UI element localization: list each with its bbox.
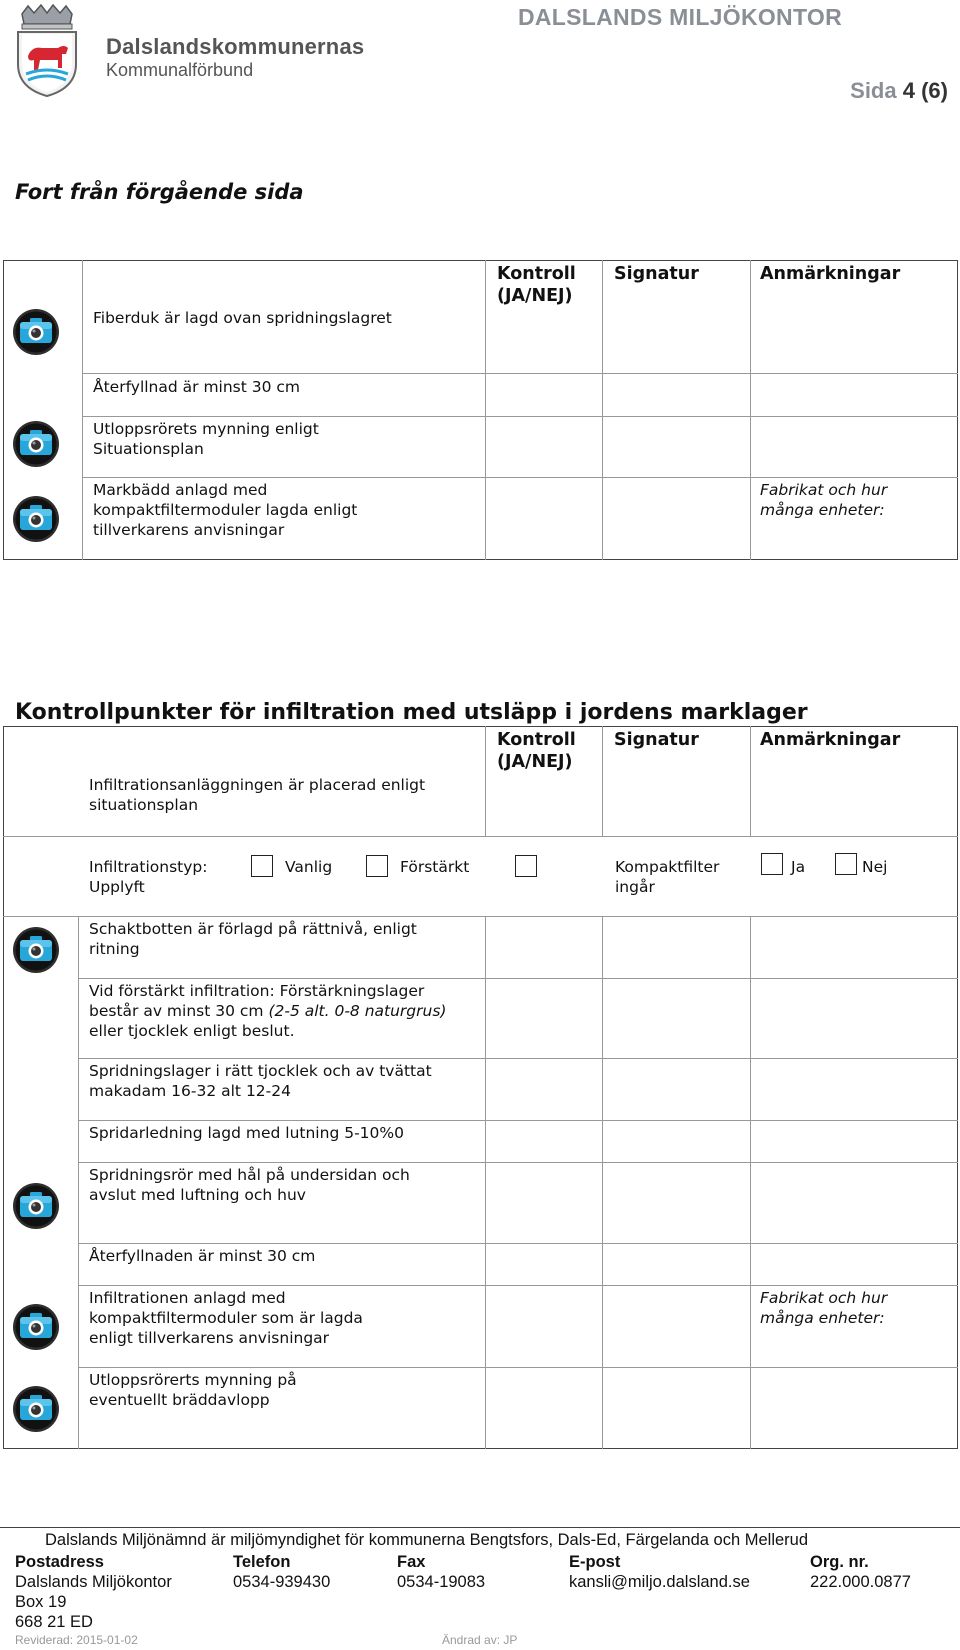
page-number [850,78,948,104]
footer-orgnr-label: Org. nr. [810,1553,869,1571]
org-name: Dalslandskommunernas [106,34,365,59]
org-subtitle: Kommunalförbund [106,60,254,80]
footer-epost[interactable]: kansli@miljo.dalsland.se [569,1573,750,1591]
table2-row: Utloppsrörerts mynning på eventuellt bräddavlopp [89,1371,297,1409]
page-prefix: Sida [850,78,897,103]
page-current: 4 [902,78,915,103]
camera-icon[interactable] [11,494,61,544]
section-title: Kontrollpunkter för infiltration med utsläpp i jordens marklager [15,700,808,725]
table1-header-kontroll: Kontroll (JA/NEJ) [497,264,576,306]
camera-icon[interactable] [11,307,61,357]
option-nej: Nej [862,858,888,876]
table1-header-anmarkningar: Anmärkningar [760,264,901,284]
table1-row: Återfyllnad är minst 30 cm [93,378,301,396]
table2-row: Återfyllnaden är minst 30 cm [89,1247,316,1265]
footer-andrad: Ändrad av: JP [442,1633,518,1647]
table1-row: Utloppsrörets mynning enligt Situationsplan [93,420,319,458]
checkbox-nej[interactable] [835,853,857,875]
footer-telefon: 0534-939430 [233,1573,331,1591]
footer-postadress-2: Box 19 [15,1593,67,1611]
table2-header-signatur: Signatur [614,730,699,750]
table1-row: Fiberduk är lagd ovan spridningslagret [93,309,392,327]
option-forstarkt: Förstärkt [400,858,470,876]
footer-postadress-label: Postadress [15,1553,104,1571]
page-total: (6) [921,78,948,103]
checkbox-forstarkt[interactable] [366,855,388,877]
office-name: DALSLANDS MILJÖKONTOR [517,4,842,30]
continued-heading: Fort från förgående sida [15,180,304,204]
option-vanlig: Vanlig [285,858,333,876]
table2-header-anmarkningar: Anmärkningar [760,730,901,750]
footer-telefon-label: Telefon [233,1553,291,1571]
table2-row: Vid förstärkt infiltration: Förstärkningslager består av minst 30 cm (2-5 alt. 0-8 naturgrus) eller tjocklek enligt beslut. [89,982,447,1040]
table1-row: Markbädd anlagd med kompaktfiltermoduler lagda enligt tillverkarens anvisningar [93,481,358,539]
footer-fax-label: Fax [397,1553,426,1571]
table2-row: Infiltrationsanläggningen är placerad enligt situationsplan [89,776,426,814]
infiltration-type-label: Infiltrationstyp: Upplyft [89,858,208,896]
table2-row: Spridarledning lagd med lutning 5-10%0 [89,1124,404,1142]
footer-postadress-1: Dalslands Miljökontor [15,1573,172,1591]
footer-postadress-3: 668 21 ED [15,1613,93,1631]
option-ja: Ja [791,858,806,876]
table1-note: Fabrikat och hur många enheter: [760,481,888,519]
table2-row: Infiltrationen anlagd med kompaktfiltermoduler som är lagda enligt tillverkarens anvisningar [89,1289,363,1347]
logo [14,4,374,100]
table2-header-kontroll: Kontroll (JA/NEJ) [497,730,576,772]
footer-reviderad: Reviderad: 2015-01-02 [15,1633,138,1647]
camera-icon[interactable] [11,419,61,469]
footer-orgnr: 222.000.0877 [810,1573,911,1591]
footer-epost-label: E-post [569,1553,621,1571]
table1-header-signatur: Signatur [614,264,699,284]
table2-note: Fabrikat och hur många enheter: [760,1289,888,1327]
checkbox-ja[interactable] [761,853,783,875]
camera-icon[interactable] [11,925,61,975]
camera-icon[interactable] [11,1384,61,1434]
footer-fax: 0534-19083 [397,1573,486,1591]
camera-icon[interactable] [11,1181,61,1231]
checkbox-vanlig[interactable] [251,855,273,877]
table2-row: Schaktbotten är förlagd på rättnivå, enligt ritning [89,920,417,958]
kompaktfilter-label: Kompaktfilter ingår [615,858,720,896]
footer-divider [0,1527,960,1528]
table2-row: Spridningsrör med hål på undersidan och avslut med luftning och huv [89,1166,410,1204]
footer-statement: Dalslands Miljönämnd är miljömyndighet för kommunerna Bengtsfors, Dals-Ed, Färgelanda och Mellerud [45,1531,809,1549]
crest-logo-icon [14,4,80,98]
camera-icon[interactable] [11,1302,61,1352]
table2-row: Spridningslager i rätt tjocklek och av tvättat makadam 16-32 alt 12-24 [89,1062,432,1100]
checkbox-upplyft[interactable] [515,855,537,877]
